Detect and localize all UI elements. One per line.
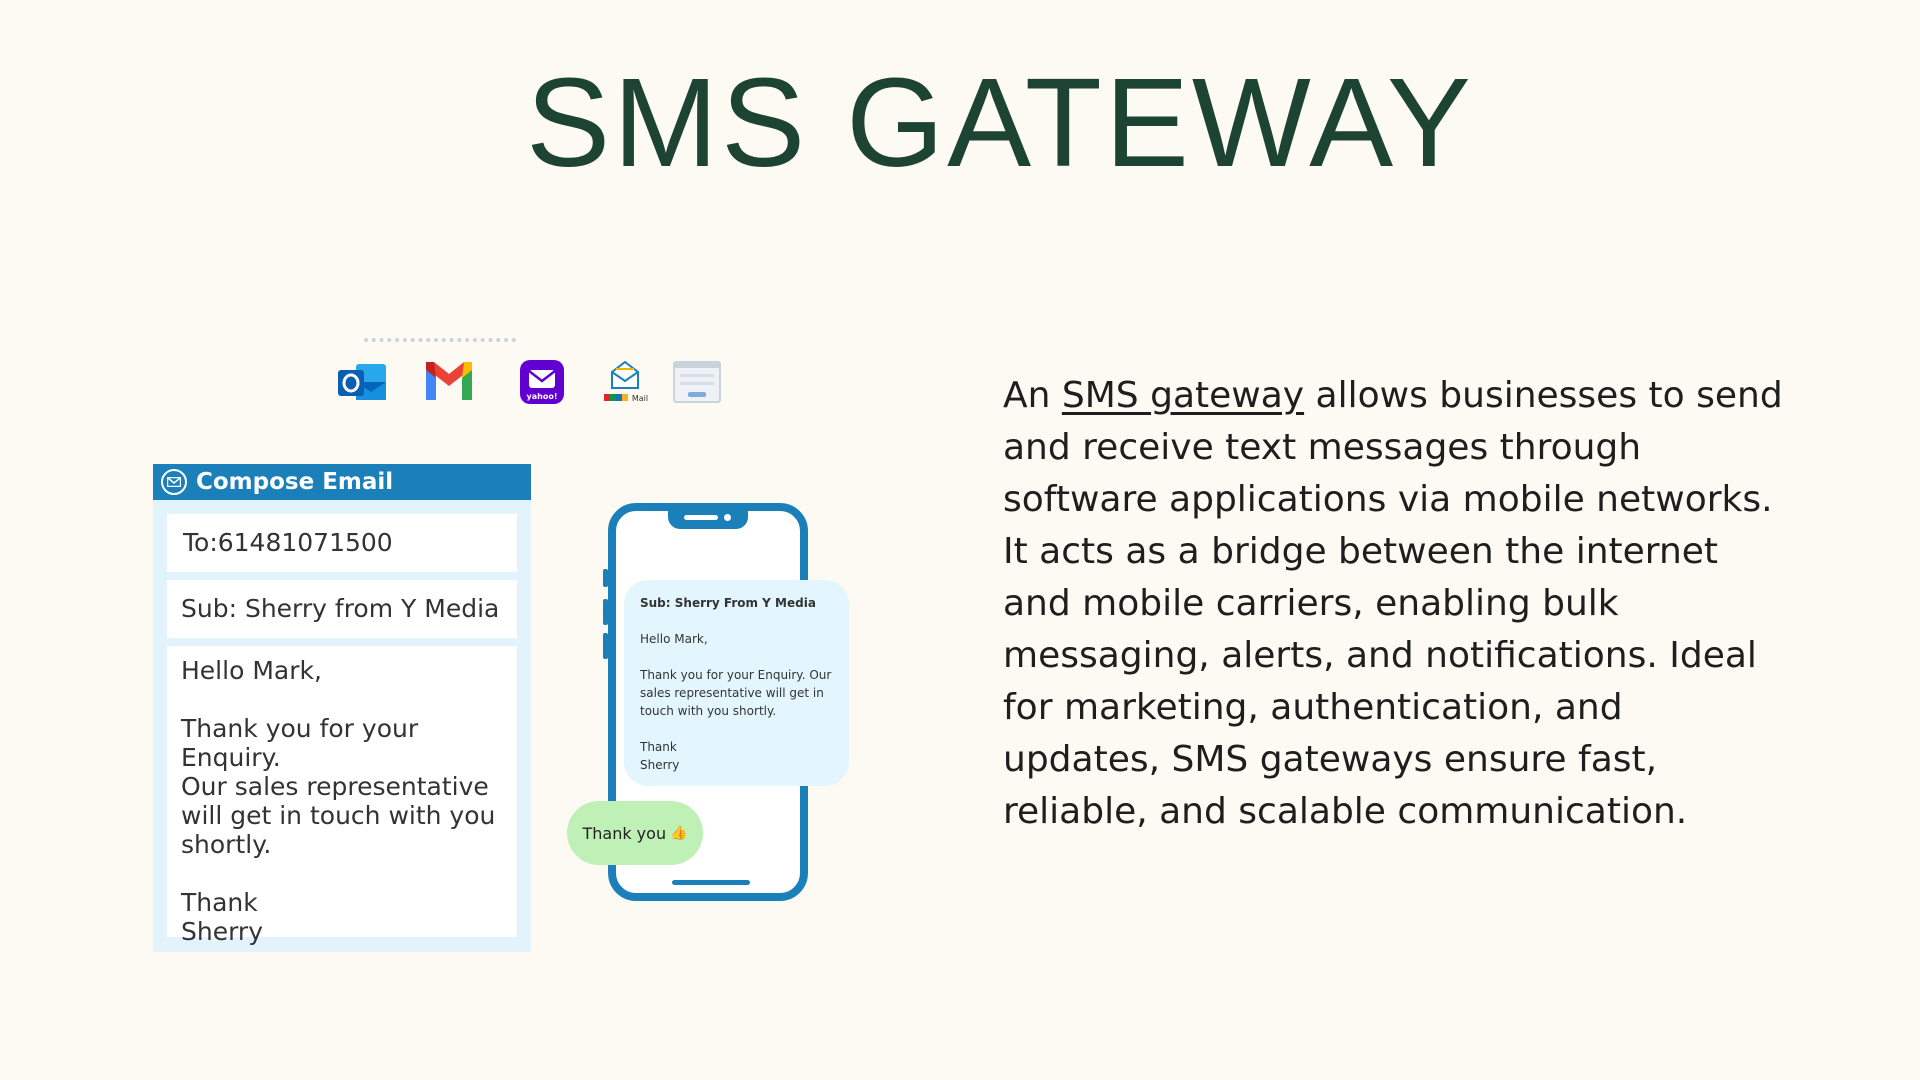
- sms-gateway-link[interactable]: SMS gateway: [1061, 375, 1305, 416]
- sms-body-line: touch with you shortly.: [640, 704, 777, 718]
- email-body-line: will get in touch with you: [181, 801, 496, 830]
- email-window-icon: [670, 358, 724, 406]
- reply-text: Thank you: [582, 823, 667, 843]
- email-greeting: Hello Mark,: [181, 656, 322, 685]
- email-signature: Sherry: [181, 917, 264, 946]
- description-paragraph: [1003, 370, 1783, 838]
- email-body-line: Thank you for your Enquiry.: [181, 714, 419, 772]
- description-text: allows businesses to send and receive text messages through software applications via mobile networks. It acts as a bridge between the internet and mobile carriers, enabling bulk messaging, alerts, and notifications. Ideal for marketing, authentication, and updates, SMS gateways ensure fast, reliable, and scalable communication.: [1003, 375, 1783, 832]
- email-body-line: shortly.: [181, 830, 272, 859]
- phone-side-button: [603, 569, 608, 587]
- yahoo-mail-icon: [514, 358, 568, 406]
- phone-notch: [668, 509, 748, 529]
- sms-body-line: Thank you for your Enquiry. Our: [640, 668, 832, 682]
- description-prefix: An: [1003, 375, 1062, 416]
- sms-message-bubble: [624, 580, 849, 786]
- phone-home-bar: [672, 880, 750, 885]
- zoho-mail-icon: [598, 358, 652, 406]
- to-field[interactable]: To:61481071500: [167, 514, 517, 572]
- sms-signoff: Thank: [640, 740, 677, 754]
- gmail-icon: [422, 358, 476, 406]
- sms-subject: Sub: Sherry From Y Media: [640, 596, 816, 610]
- thumbs-up-icon: 👍: [670, 825, 688, 841]
- phone-side-button: [603, 633, 608, 659]
- phone-side-button: [603, 599, 608, 625]
- compose-email-title: Compose Email: [196, 469, 394, 495]
- email-body[interactable]: [167, 646, 517, 946]
- subject-field[interactable]: Sub: Sherry from Y Media: [167, 580, 517, 638]
- svg-text:yahoo!: yahoo!: [526, 392, 558, 401]
- outlook-icon: [336, 358, 390, 406]
- email-signoff: Thank: [181, 888, 258, 917]
- compose-email-header: [153, 464, 531, 500]
- sms-greeting: Hello Mark,: [640, 632, 708, 646]
- sms-signature: Sherry: [640, 758, 680, 772]
- dotted-divider: [364, 338, 516, 346]
- sms-body-line: sales representative will get in: [640, 686, 824, 700]
- email-body-line: Our sales representative: [181, 772, 489, 801]
- svg-text:Mail: Mail: [631, 394, 649, 403]
- envelope-icon: [161, 469, 187, 495]
- page-title: SMS GATEWAY: [526, 52, 1474, 193]
- reply-bubble: [567, 801, 703, 865]
- compose-email-card: [153, 464, 531, 952]
